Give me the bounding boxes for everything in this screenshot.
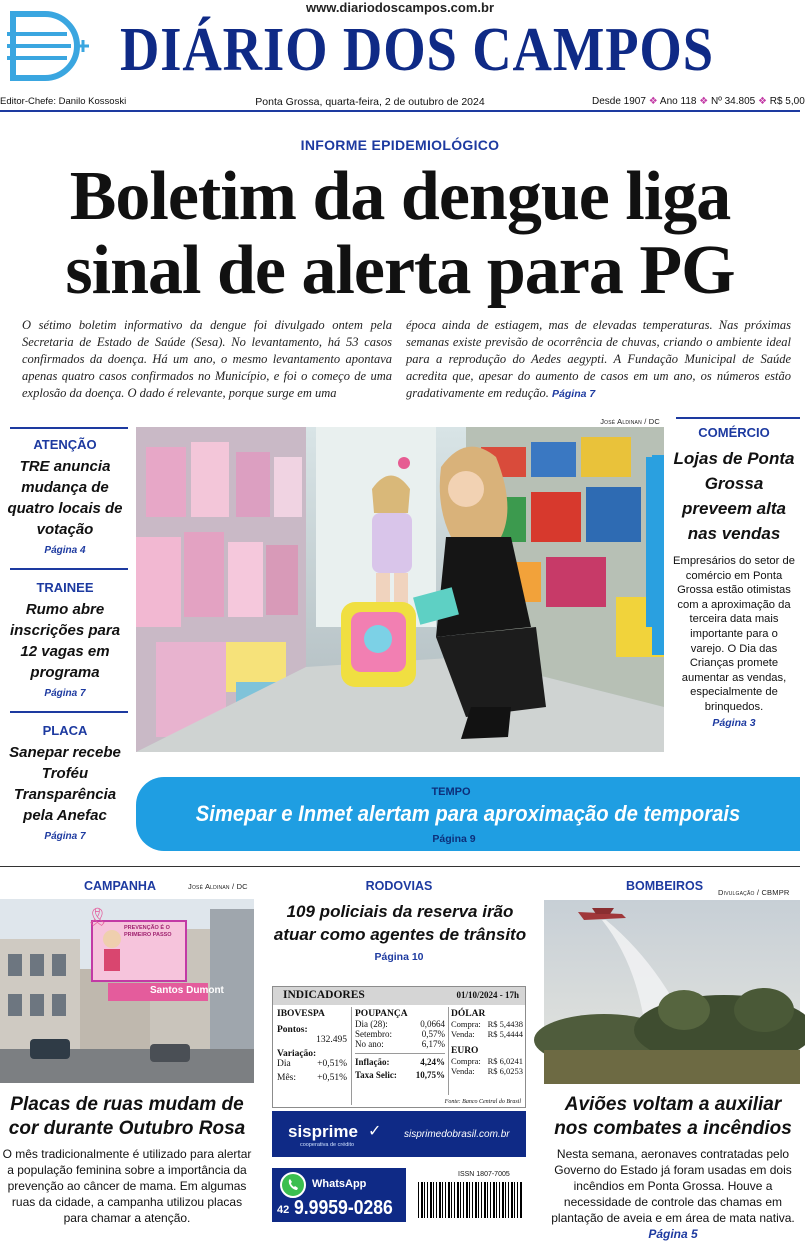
diamond-icon: ❖	[699, 96, 709, 107]
issn-label: ISSN 1807-7005	[458, 1171, 510, 1178]
inflacao-value: 4,24%	[420, 1057, 445, 1067]
ibovespa-day-label: Dia	[277, 1059, 291, 1069]
brief-page[interactable]: Página 7	[44, 831, 86, 842]
euro-label: EURO	[451, 1046, 479, 1056]
dolar-buy-label: Compra:	[451, 1019, 481, 1029]
whatsapp-area: 42	[277, 1204, 290, 1216]
website-url[interactable]: www.diariodoscampos.com.br	[305, 0, 495, 15]
brief-headline[interactable]: Sanepar recebe Troféu Transparência pela Anefac	[9, 744, 121, 824]
brief-item[interactable]	[0, 723, 130, 842]
sisprime-brand: sisprime	[288, 1122, 358, 1141]
euro-buy-label: Compra:	[451, 1056, 481, 1066]
ibovespa-points: 132.495	[316, 1035, 347, 1045]
lead-text-col1: O sétimo boletim informativo da dengue foi divulgado ontem pela Secretaria de Estado de Saúde (Sesa). No levantamento, há 53 casos confirmados da doença. Há um ano, o mesmo levantamento apontava apenas quatro casos confirmados no Município, e foi o começo de uma explosão da doença. O dado é relevante, porque surge em uma	[22, 318, 392, 400]
inflacao-label: Inflação:	[355, 1057, 390, 1067]
commerce-kicker: COMÉRCIO	[698, 425, 770, 440]
barcode	[418, 1182, 522, 1218]
brief-item[interactable]	[0, 580, 130, 699]
street-sign-text: Santos Dumont	[150, 985, 224, 996]
brief-rule	[10, 711, 128, 713]
dolar-sell: R$ 5,4444	[487, 1029, 523, 1039]
brief-kicker: ATENÇÃO	[33, 437, 97, 452]
ibovespa-var-label: Variação:	[277, 1049, 317, 1059]
toy-store-illustration	[136, 427, 664, 752]
ibovespa-day: +0,51%	[317, 1059, 347, 1069]
sisprime-sub: cooperativa de crédito	[300, 1142, 355, 1148]
campaign-photo[interactable]	[0, 899, 254, 1083]
masthead-title[interactable]: DIÁRIO DOS CAMPOS	[120, 16, 714, 84]
roads-kicker: RODOVIAS	[365, 879, 433, 893]
weather-page[interactable]: Página 9	[432, 833, 476, 845]
campaign-kicker: CAMPANHA	[84, 879, 156, 893]
brief-headline[interactable]: TRE anuncia mudança de quatro locais de votação	[7, 458, 123, 538]
ibovespa-label: IBOVESPA	[277, 1009, 325, 1019]
campaign-credit: José Aldinan / DC	[188, 882, 248, 891]
billboard-text: PREVENÇÃO É O PRIMEIRO PASSO	[124, 925, 172, 938]
toy-store-photo[interactable]	[136, 427, 664, 752]
firefighters-photo[interactable]	[544, 900, 800, 1084]
ibovespa-points-label: Pontos:	[277, 1025, 308, 1035]
lead-text-col2-body: época ainda de estiagem, mas de elevadas temperaturas. Nas próximas semanas existe previsão de ocorrência de chuvas, criando o ambiente ideal para a reprodução do Aedes aegypti. A Fundação Municipal de Saúde acredita que, apesar do aumento de casos em um ano, os números estão gradativamente em redução.	[406, 318, 791, 400]
ibovespa-month: +0,51%	[317, 1073, 347, 1083]
ibovespa-month-label: Mês:	[277, 1073, 296, 1083]
poupanca-row-value: 6,17%	[421, 1039, 445, 1049]
pink-ribbon-icon: 🎗	[86, 907, 109, 927]
whatsapp-icon	[280, 1172, 306, 1198]
indicators-date: 01/10/2024 - 17h	[456, 990, 519, 1000]
dateline: Ponta Grossa, quarta-feira, 2 de outubro de 2024	[255, 96, 485, 108]
commerce-body: Empresários do setor de comércio em Ponta Grossa estão otimistas com a aproximação da terceira data mais importante para o varejo. O Dia das Crianças promete aumentar as vendas, especialmente de brinquedos.	[673, 555, 795, 713]
price: R$ 5,00	[769, 96, 805, 107]
brief-kicker: PLACA	[42, 723, 88, 738]
firefighters-headline[interactable]: Aviões voltam a auxiliar nos combates a incêndios	[554, 1094, 792, 1139]
ibovespa-block	[277, 1009, 347, 1083]
poupanca-row-value: 0,57%	[421, 1029, 445, 1039]
indicators-box	[272, 986, 526, 1108]
roads-headline[interactable]: 109 policiais da reserva irão atuar como agentes de trânsito	[273, 902, 527, 944]
since: Desde 1907	[592, 96, 646, 107]
selic-value: 10,75%	[415, 1070, 445, 1080]
number: Nº 34.805	[710, 96, 756, 107]
commerce-rule	[676, 417, 800, 419]
whatsapp-number[interactable]: 9.9959-0286	[294, 1197, 393, 1219]
campaign-body: O mês tradicionalmente é utilizado para alertar a população feminina sobre a importância da prevenção ao câncer de mama. Em algumas ruas da cidade, a campanha utilizou placas para chamar a atenção.	[2, 1147, 252, 1225]
weather-banner[interactable]	[136, 777, 800, 851]
left-briefs	[0, 425, 130, 857]
dolar-label: DÓLAR	[451, 1009, 486, 1019]
roads-page[interactable]: Página 10	[374, 951, 424, 963]
poupanca-row-label: No ano:	[355, 1039, 384, 1049]
edition-info	[592, 96, 805, 107]
dc-logo-icon	[5, 8, 91, 88]
firefighters-kicker: BOMBEIROS	[626, 879, 704, 893]
photo-credit: José Aldinan / DC	[600, 417, 660, 426]
weather-kicker: TEMPO	[431, 786, 471, 798]
commerce-story[interactable]	[668, 425, 800, 729]
indicators-title: INDICADORES	[283, 989, 365, 1001]
lead-headline-line2[interactable]: sinal de alerta para PG	[65, 232, 735, 309]
poupanca-row-value: 0,0664	[420, 1019, 445, 1029]
barcode-box	[414, 1168, 526, 1222]
whatsapp-ad[interactable]	[272, 1168, 406, 1222]
firefighters-body	[546, 1146, 800, 1242]
dolar-sell-label: Venda:	[451, 1029, 475, 1039]
lead-headline[interactable]	[20, 160, 780, 308]
euro-sell: R$ 6,0253	[487, 1066, 523, 1076]
section-divider	[0, 866, 800, 867]
euro-sell-label: Venda:	[451, 1066, 475, 1076]
weather-headline[interactable]: Simepar e Inmet alertam para aproximação de temporais	[195, 801, 741, 826]
diamond-icon: ❖	[758, 96, 767, 107]
brief-item[interactable]	[0, 437, 130, 556]
firefighters-credit: Divulgação / CBMPR	[718, 888, 790, 897]
brief-rule	[10, 427, 128, 429]
year: Ano 118	[659, 96, 697, 107]
brief-page[interactable]: Página 4	[44, 545, 86, 556]
firefighters-page[interactable]: Página 5	[648, 1227, 698, 1241]
poupanca-row-label: Dia (28):	[355, 1019, 388, 1029]
dolar-buy: R$ 5,4438	[487, 1019, 523, 1029]
firefighters-body-text: Nesta semana, aeronaves contratadas pelo Governo do Estado já foram usadas em dois incêndios em Ponta Grossa. Houve a necessidade de controle das chamas em plantação de aveia e em área de mata nativa.	[551, 1147, 795, 1225]
selic-label: Taxa Selic:	[355, 1070, 397, 1080]
lead-page-ref[interactable]: Página 7	[552, 388, 596, 400]
sisprime-ad[interactable]	[272, 1111, 526, 1157]
lead-headline-line1[interactable]: Boletim da dengue liga	[69, 158, 731, 235]
editor-credit: Editor-Chefe: Danilo Kossoski	[0, 96, 127, 107]
poupanca-label: POUPANÇA	[355, 1009, 408, 1019]
currency-block	[451, 1009, 523, 1076]
plane-fire-illustration	[544, 900, 800, 1084]
brief-kicker: TRAINEE	[36, 580, 94, 595]
lead-text-col2	[406, 317, 791, 403]
commerce-accent-bar	[652, 455, 664, 655]
sisprime-hand-icon: ✓	[368, 1123, 382, 1140]
diamond-icon: ❖	[648, 96, 658, 107]
commerce-headline[interactable]: Lojas de Ponta Grossa preveem alta nas vendas	[673, 449, 795, 543]
indicators-source: Fonte: Banco Central do Brasil	[444, 1099, 521, 1105]
poupanca-block	[355, 1009, 445, 1080]
euro-buy: R$ 6,0241	[487, 1056, 523, 1066]
brief-page[interactable]: Página 7	[44, 688, 86, 699]
masthead-rule	[0, 110, 800, 112]
commerce-page[interactable]: Página 3	[712, 716, 756, 729]
whatsapp-label: WhatsApp	[312, 1178, 367, 1190]
lead-kicker: INFORME EPIDEMIOLÓGICO	[300, 137, 500, 153]
campaign-headline[interactable]: Placas de ruas mudam de cor durante Outubro Rosa	[8, 1094, 246, 1139]
brief-rule	[10, 568, 128, 570]
sisprime-site[interactable]: sisprimedobrasil.com.br	[404, 1129, 510, 1140]
brief-headline[interactable]: Rumo abre inscrições para 12 vagas em programa	[9, 601, 121, 681]
poupanca-row-label: Setembro:	[355, 1029, 392, 1039]
